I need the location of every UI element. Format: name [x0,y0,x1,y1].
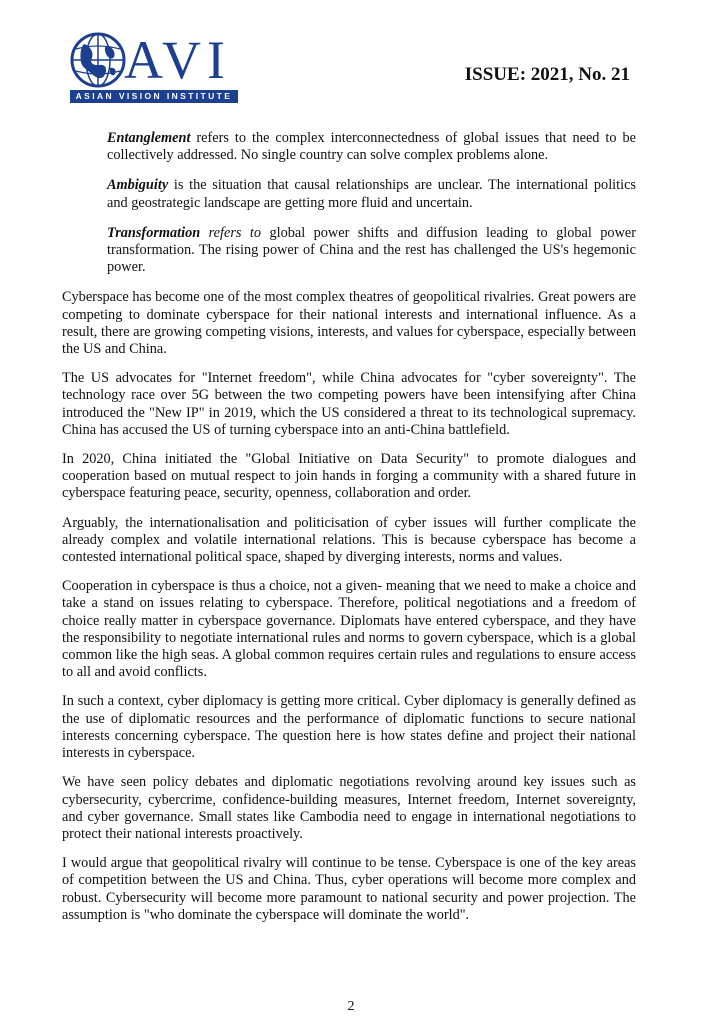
paragraph: Arguably, the internationalisation and politicisation of cyber issues will further complicate the already complex and volatile international relations. This is because cyberspace has become a contested international political space, shaped by diverging interests, norms and values. [62,514,636,566]
definition-text: global power shifts and diffusion leading to global power transformation. The rising power of China and the rest has challenged the US's hegemonic power. [107,224,637,276]
definitions-list [107,130,636,276]
definition-entanglement [107,130,636,164]
paragraph: We have seen policy debates and diplomatic negotiations revolving around key issues such as cybersecurity, cybercrime, confidence-building measures, Internet freedom, Internet sovereignty, and cyber governance. Small states like Cambodia need to engage in international negotiations to protect their national interests proactively. [62,774,636,842]
page-header [0,0,702,115]
definition-text: refers to the complex interconnectedness of global issues that need to be collectively addressed. No single country can solve complex problems alone. [107,130,636,164]
paragraph: I would argue that geopolitical rivalry will continue to be tense. Cyberspace is one of the key areas of competition between the US and China. Thus, cyber operations will become more complex and robust. Cybersecurity will become more paramount to national security and power projection. The assumption is "who dominate the cyberspace will dominate the world". [62,855,636,923]
definition-connector: refers to [200,224,262,241]
definition-text: is the situation that causal relationships are unclear. The international politics and geostrategic landscape are getting more fluid and uncertain. [107,177,636,211]
logo-wordmark: AVI [124,30,232,90]
logo-subtitle: ASIAN VISION INSTITUTE [70,90,238,103]
paragraph: In 2020, China initiated the "Global Initiative on Data Security" to promote dialogues and cooperation based on mutual respect to join hands in forging a community with a shared future in cyberspace featuring peace, security, openness, collaboration and order. [62,451,636,502]
definition-term: Entanglement [107,130,191,146]
definition-term: Transformation [107,224,201,241]
paragraph: In such a context, cyber diplomacy is getting more critical. Cyber diplomacy is generally defined as the use of diplomatic resources and the performance of diplomatic functions to secure national interests concerning cyberspace. The question here is how states define and project their national interests in cyberspace. [62,693,636,762]
paragraph: Cyberspace has become one of the most complex theatres of geopolitical rivalries. Great powers are competing to dominate cyberspace for their national interests and international influence. As a result, there are growing competing visions, interests, and values for cyberspace, especially between the US and China. [62,289,636,358]
page-number: 2 [347,999,355,1014]
issue-label: ISSUE: 2021, No. 21 [464,64,630,85]
definition-term: Ambiguity [107,177,169,194]
paragraph: The US advocates for "Internet freedom", while China advocates for "cyber sovereignty". The technology race over 5G between the two competing powers have been intensifying after China introduced the "New IP" in 2019, which the US considered a threat to its technological supremacy. China has accused the US of turning cyberspace into an anti-China battlefield. [62,370,636,438]
globe-icon [70,32,126,88]
avi-logo [70,32,240,104]
article-body [62,130,636,936]
definition-transformation [107,225,636,277]
paragraph: Cooperation in cyberspace is thus a choice, not a given- meaning that we need to make a choice and take a stand on issues relating to cyberspace. Therefore, political negotiations and a freedom of choice really matter in cyberspace governance. Diplomats have entered cyberspace, and they have the responsibility to negotiate international rules and norms to govern cyberspace, which is a global common like the high seas. A global common requires certain rules and regulations to ensure access to all and avoid conflicts. [62,578,636,681]
definition-ambiguity [107,177,636,211]
